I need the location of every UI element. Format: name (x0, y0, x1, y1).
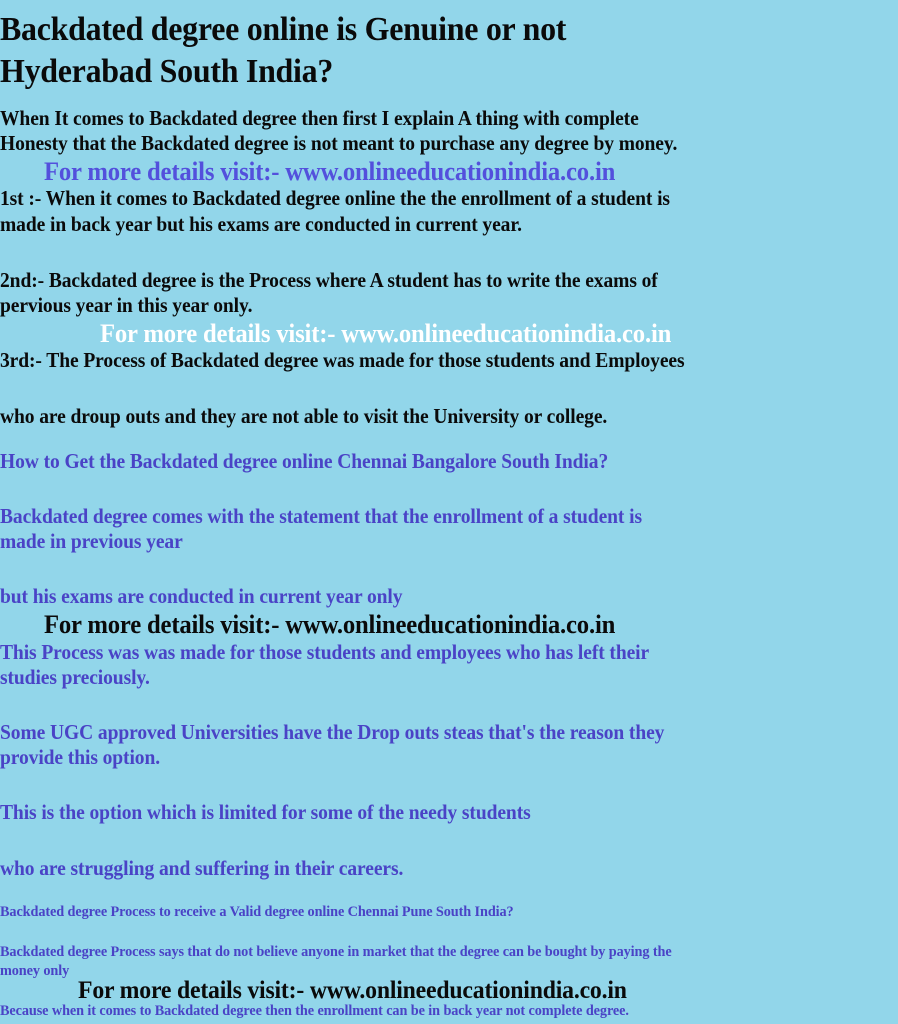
section-two-para-1-line-2: made in previous year (0, 529, 183, 553)
section-three-para-2: Because when it comes to Backdated degree then the enrollment can be in back year not complete degree. (0, 1003, 629, 1019)
section-two-para-1-line-1: Backdated degree comes with the statement that the enrollment of a student is (0, 504, 642, 528)
point-2-line-2: pervious year in this year only. (0, 293, 253, 317)
point-1-line-2: made in back year but his exams are conducted in current year. (0, 212, 522, 236)
point-1-line-1: 1st :- When it comes to Backdated degree online the the enrollment of a student is (0, 186, 670, 210)
section-two-para-5: This is the option which is limited for some of the needy students (0, 800, 531, 824)
page-title-line-2: Hyderabad South India? (0, 53, 334, 90)
section-three-para-1-line-1: Backdated degree Process says that do not believe anyone in market that the degree can be bought by paying the (0, 944, 672, 960)
section-two-para-4-line-2: provide this option. (0, 745, 161, 769)
section-two-para-2: but his exams are conducted in current year only (0, 584, 403, 608)
intro-line-1: When It comes to Backdated degree then first I explain A thing with complete (0, 106, 639, 130)
page-title-line-1: Backdated degree online is Genuine or not (0, 11, 567, 48)
section-two-subheading: How to Get the Backdated degree online Chennai Bangalore South India? (0, 449, 609, 473)
section-two-para-4-line-1: Some UGC approved Universities have the Drop outs steas that's the reason they (0, 720, 665, 744)
point-3-line-1: 3rd:- The Process of Backdated degree was made for those students and Employees (0, 348, 685, 372)
point-2-line-1: 2nd:- Backdated degree is the Process where A student has to write the exams of (0, 268, 658, 292)
section-two-para-6: who are struggling and suffering in their careers. (0, 856, 404, 880)
section-three-subheading: Backdated degree Process to receive a Valid degree online Chennai Pune South India? (0, 904, 514, 920)
promo-link-1[interactable]: For more details visit:- www.onlineeducationindia.co.in (44, 157, 616, 186)
intro-line-2: Honesty that the Backdated degree is not meant to purchase any degree by money. (0, 131, 678, 155)
point-3-line-2: who are droup outs and they are not able to visit the University or college. (0, 404, 608, 428)
section-two-para-3-line-1: This Process was was made for those students and employees who has left their (0, 640, 650, 664)
promo-link-2[interactable]: For more details visit:- www.onlineeducationindia.co.in (100, 319, 672, 348)
promo-link-4[interactable]: For more details visit:- www.onlineeducationindia.co.in (78, 977, 627, 1004)
section-three-para-1-line-2: money only (0, 963, 70, 979)
section-two-para-3-line-2: studies preciously. (0, 665, 150, 689)
promo-link-3[interactable]: For more details visit:- www.onlineeducationindia.co.in (44, 610, 616, 639)
